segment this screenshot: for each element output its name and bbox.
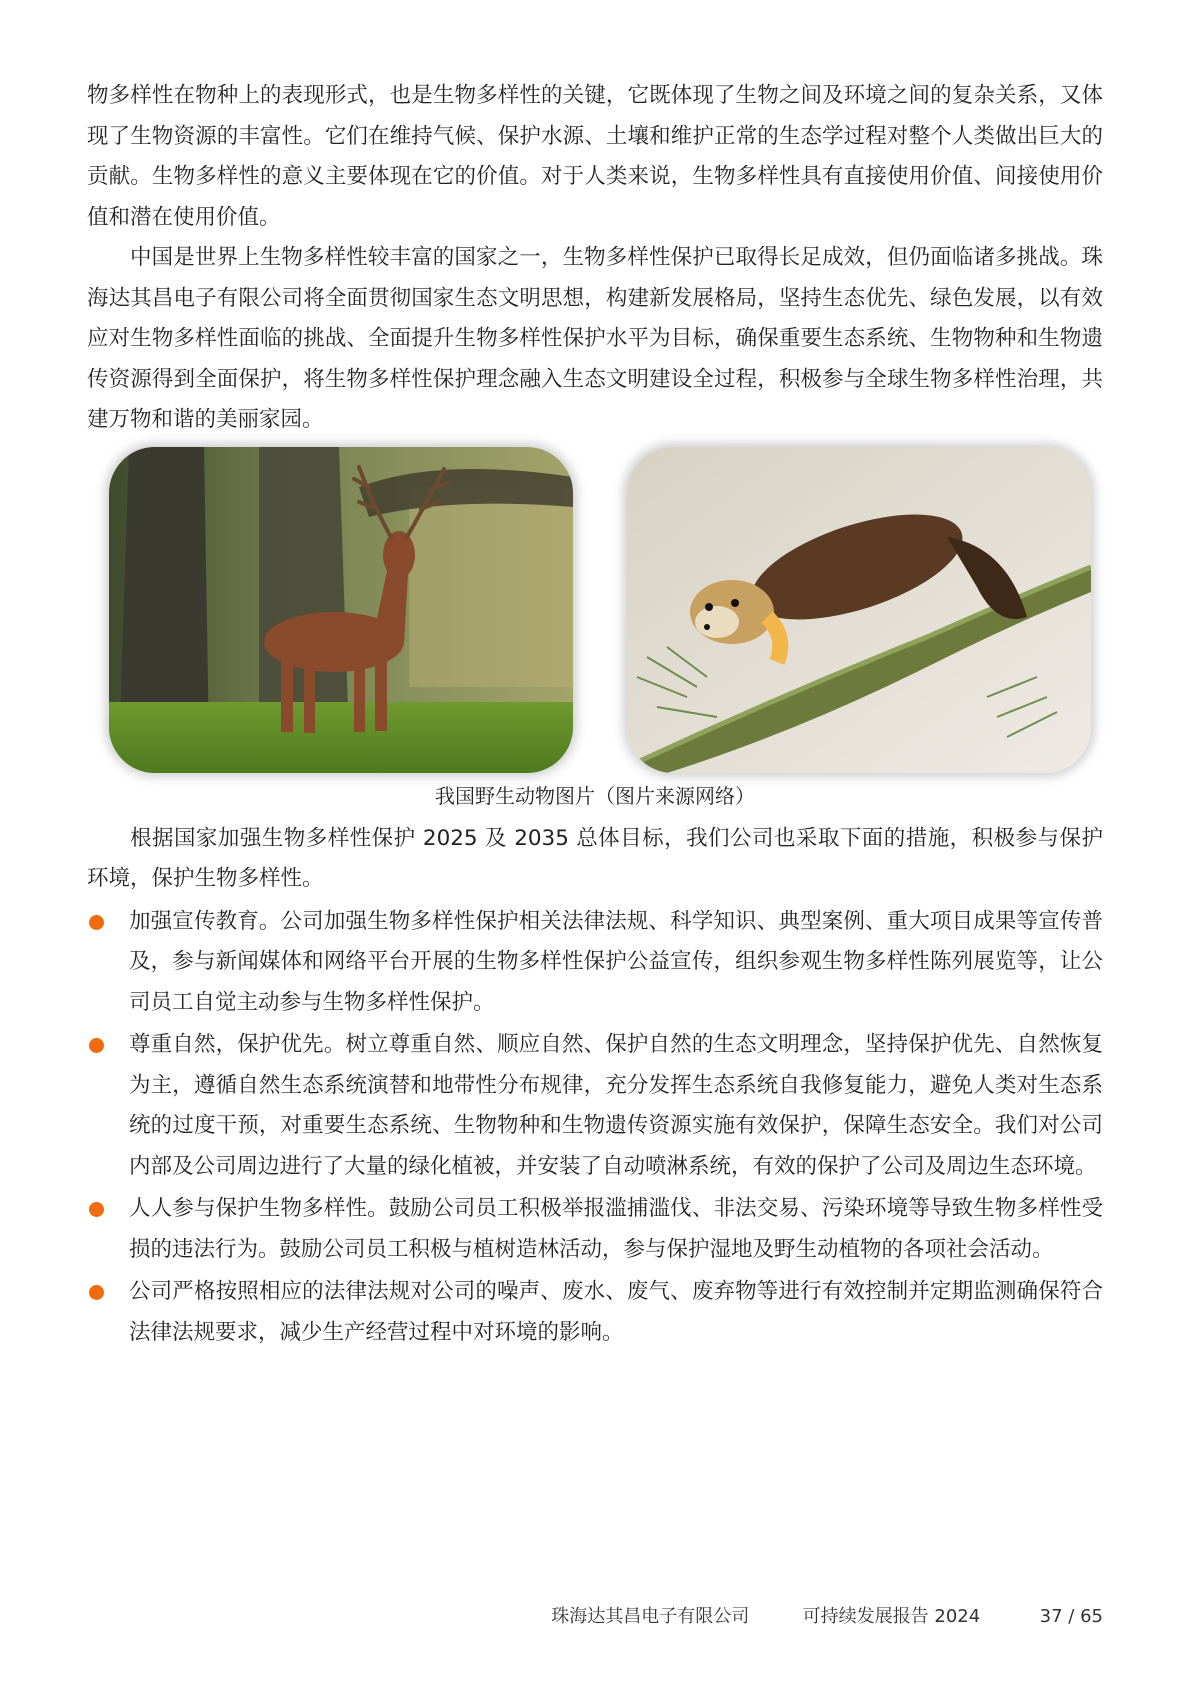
list-item-text: 尊重自然，保护优先。树立尊重自然、顺应自然、保护自然的生态文明理念，坚持保护优先、自然恢复为主，遵循自然生态系统演替和地带性分布规律，充分发挥生态系统自我修复能力，避免人类对生态系统的过度干预，对重要生态系统、生物物种和生物遗传资源实施有效保护，保障生态安全。我们对公司内部及公司周边进行了大量的绿化植被，并安装了自动喷淋系统，有效的保护了公司及周边生态环境。 xyxy=(129,1032,1103,1179)
list-item-text: 加强宣传教育。公司加强生物多样性保护相关法律法规、科学知识、典型案例、重大项目成果等宣传普及，参与新闻媒体和网络平台开展的生物多样性保护公益宣传，组织参观生物多样性陈列展览等，让公司员工自觉主动参与生物多样性保护。 xyxy=(129,908,1103,1015)
bullet-dot xyxy=(89,1038,104,1053)
paragraph-2: 中国是世界上生物多样性较丰富的国家之一，生物多样性保护已取得长足成效，但仍面临诸多挑战。珠海达其昌电子有限公司将全面贯彻国家生态文明思想，构建新发展格局，坚持生态优先、绿色发展，以有效应对生物多样性面临的挑战、全面提升生物多样性保护水平为目标，确保重要生态系统、生物物种和生物遗传资源得到全面保护，将生物多样性保护理念融入生态文明建设全过程，积极参与全球生物多样性治理，共建万物和谐的美丽家园。 xyxy=(87,245,1103,432)
paragraph-1: 物多样性在物种上的表现形式，也是生物多样性的关键，它既体现了生物之间及环境之间的复杂关系，又体现了生物资源的丰富性。它们在维持气候、保护水源、土壤和维护正常的生态学过程对整个人类做出巨大的贡献。生物多样性的意义主要体现在它的价值。对于人类来说，生物多样性具有直接使用价值、间接使用价值和潜在使用价值。 xyxy=(87,83,1103,230)
marten-photo xyxy=(627,447,1091,773)
list-item xyxy=(87,1272,1103,1353)
page-footer xyxy=(551,1602,1103,1628)
bullet-dot xyxy=(89,1202,104,1217)
footer-company: 珠海达其昌电子有限公司 xyxy=(551,1606,750,1627)
image-caption: 我国野生动物图片（图片来源网络） xyxy=(435,783,755,808)
page-content xyxy=(87,76,1103,1355)
list-item xyxy=(87,902,1103,1024)
footer-report-title: 可持续发展报告 2024 xyxy=(802,1606,981,1627)
marten-illustration xyxy=(627,447,1091,773)
bullet-dot xyxy=(89,1285,104,1300)
list-item-text: 人人参与保护生物多样性。鼓励公司员工积极举报滥捕滥伐、非法交易、污染环境等导致生物多样性受损的违法行为。鼓励公司员工积极与植树造林活动，参与保护湿地及野生动植物的各项社会活动。 xyxy=(129,1196,1103,1262)
deer-photo xyxy=(109,447,573,773)
measures-list xyxy=(87,902,1103,1354)
list-item xyxy=(87,1025,1103,1187)
list-item-text: 公司严格按照相应的法律法规对公司的噪声、废水、废气、废弃物等进行有效控制并定期监测确保符合法律法规要求，减少生产经营过程中对环境的影响。 xyxy=(129,1279,1103,1345)
deer-illustration xyxy=(109,447,573,773)
wildlife-images xyxy=(87,447,1103,777)
page-number: 37 / 65 xyxy=(1039,1606,1103,1627)
list-item xyxy=(87,1189,1103,1270)
bullet-dot xyxy=(89,915,104,930)
paragraph-3: 根据国家加强生物多样性保护 2025 及 2035 总体目标，我们公司也采取下面的措施，积极参与保护环境，保护生物多样性。 xyxy=(87,825,1103,891)
